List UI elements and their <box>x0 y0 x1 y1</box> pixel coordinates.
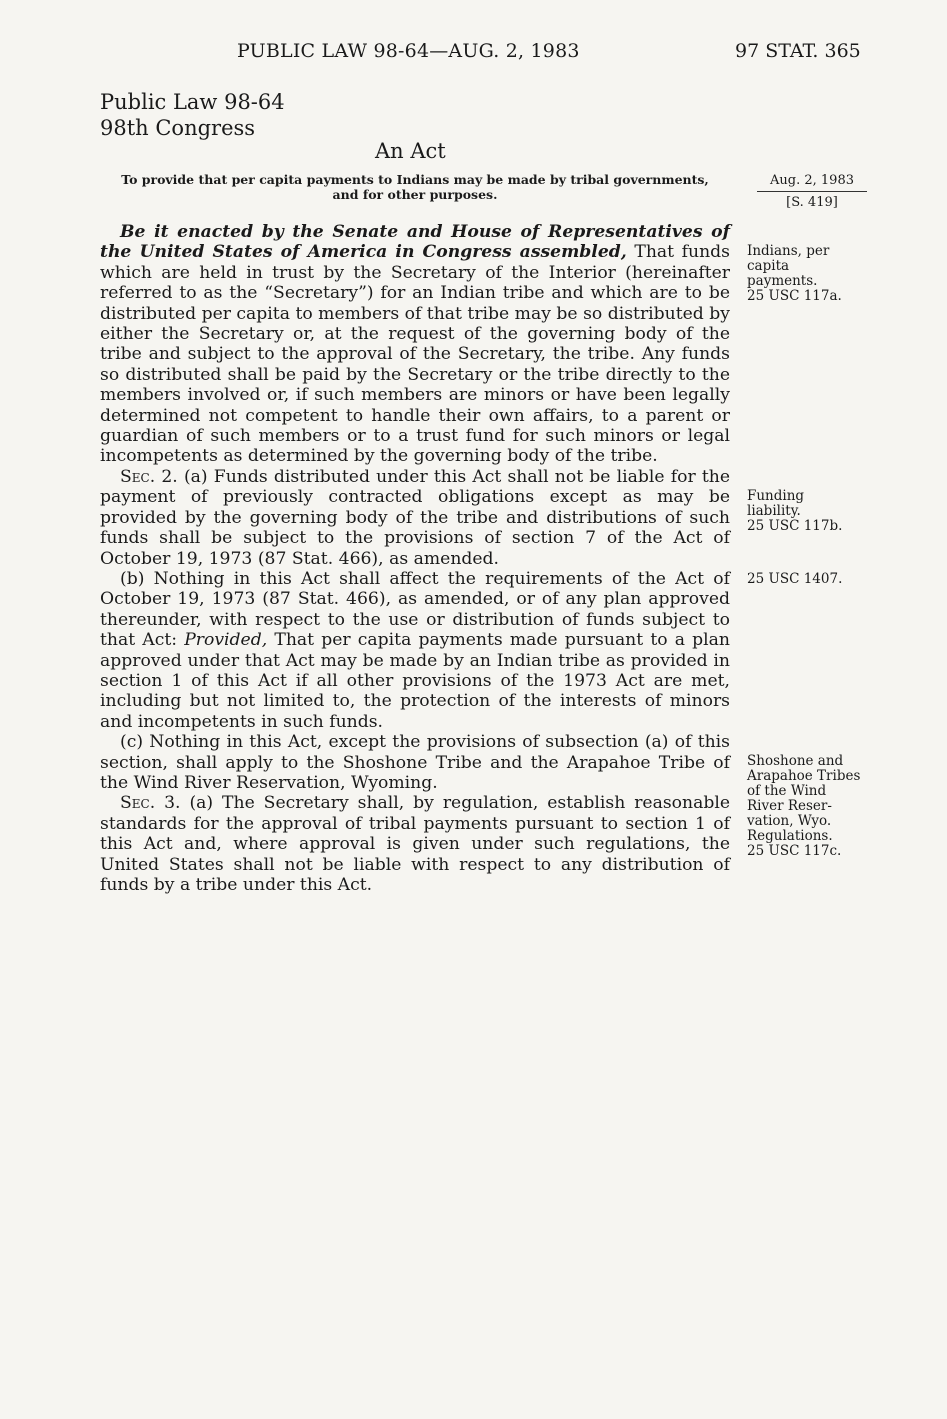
section-3a-text: (a) The Secretary shall, by regulation, establish reasonable standards for the approval of tribal payments pursuant to section 1 of this Act and, where approval is given under such regulations, the United States shall not be liable with respect to any distribution of funds by a tribe under this Act. <box>100 793 730 895</box>
margin-note-line: 25 USC 117b. <box>747 518 843 534</box>
margin-note-funding-liability <box>747 489 887 534</box>
section-2b-text: (b) Nothing in this Act shall affect the requirements of the Act of October 19, 1973 (87 Stat. 466), as amended, or of any plan approved thereunder, with respect to the use or distribution of funds subject to that Act: <box>100 568 730 651</box>
section-2b-text-cont: That per capita payments made pursuant to a plan approved under that Act may be made by an Indian tribe as provided in section 1 of this Act if all other provisions of the 1973 Act are met, including but not limited to, the protection of the interests of minors and incompetents in such funds. <box>100 630 730 732</box>
act-heading: An Act <box>375 139 446 163</box>
margin-note-line: Arapahoe Tribes <box>747 768 861 784</box>
public-law-number: Public Law 98-64 <box>100 90 285 114</box>
margin-note-line: Shoshone and <box>747 753 844 769</box>
running-header <box>0 40 947 70</box>
section-3-label: Sec. 3. <box>120 793 181 814</box>
running-header-title: PUBLIC LAW 98-64—AUG. 2, 1983 <box>237 40 580 62</box>
margin-note-shoshone-arapahoe <box>747 754 887 859</box>
section-2b-paragraph <box>100 569 730 732</box>
margin-note-line: vation, Wyo. <box>747 813 832 829</box>
statute-page-number: 97 STAT. 365 <box>735 40 861 62</box>
act-purpose <box>100 172 730 202</box>
margin-note-line: 25 USC 117a. <box>747 288 842 304</box>
section-1-paragraph <box>100 222 730 467</box>
margin-note-line: capita <box>747 258 790 274</box>
section-2a-paragraph <box>100 467 730 569</box>
congress-number: 98th Congress <box>100 116 256 140</box>
enacting-clause: Be it enacted by the Senate and House of Representatives of the United States of America in Congress assembled, <box>100 222 730 263</box>
margin-note-line: payments. <box>747 273 818 289</box>
act-body <box>100 222 730 895</box>
act-purpose-line: and for other purposes. <box>332 187 498 202</box>
bill-number: [S. 419] <box>786 195 838 210</box>
margin-note-line: 25 USC 1407. <box>747 571 843 587</box>
section-2a-text: (a) Funds distributed under this Act shall not be liable for the payment of previously contracted obligations except as may be provided by the governing body of the tribe and distributions of such funds shall be subject to the provisions of section 7 of the Act of October 19, 1973 (87 Stat. 466), as amended. <box>100 466 730 569</box>
margin-note-line: 25 USC 117c. <box>747 843 842 859</box>
act-purpose-line: To provide that per capita payments to Indians may be made by tribal governments, <box>121 172 709 187</box>
margin-note-line: Funding <box>747 488 805 504</box>
margin-note-line: Indians, per <box>747 243 830 259</box>
enactment-date-box <box>757 173 867 210</box>
margin-note-line: Regulations. <box>747 828 833 844</box>
enactment-date: Aug. 2, 1983 <box>757 173 867 192</box>
margin-note-usc-1407 <box>747 572 887 587</box>
section-2c-paragraph <box>100 732 730 793</box>
margin-note-line: liability. <box>747 503 801 519</box>
section-3a-paragraph <box>100 793 730 895</box>
margin-note-per-capita <box>747 244 887 304</box>
section-2-label: Sec. 2. <box>120 466 178 487</box>
section-1-text: That funds which are held in trust by the Secretary of the Interior (hereinafter referred to as the “Secretary”) for an Indian tribe and which are to be distributed per capita to members of that tribe may be so distributed by either the Secretary or, at the request of the governing body of the tribe and subject to the approval of the Secretary, the tribe. Any funds so distributed shall be paid by the Secretary or the tribe directly to the members involved or, if such members are minors or have been legally determined not competent to handle their own affairs, to a parent or guardian of such members or to a trust fund for such minors or legal incompetents as determined by the governing body of the tribe. <box>100 242 730 467</box>
margin-note-line: of the Wind <box>747 783 827 799</box>
section-2c-text: (c) Nothing in this Act, except the provisions of subsection (a) of this section, shall apply to the Shoshone Tribe and the Arapahoe Tribe of the Wind River Reservation, Wyoming. <box>100 732 730 793</box>
margin-note-line: River Reser- <box>747 798 832 814</box>
provided-clause: Provided, <box>184 630 268 651</box>
